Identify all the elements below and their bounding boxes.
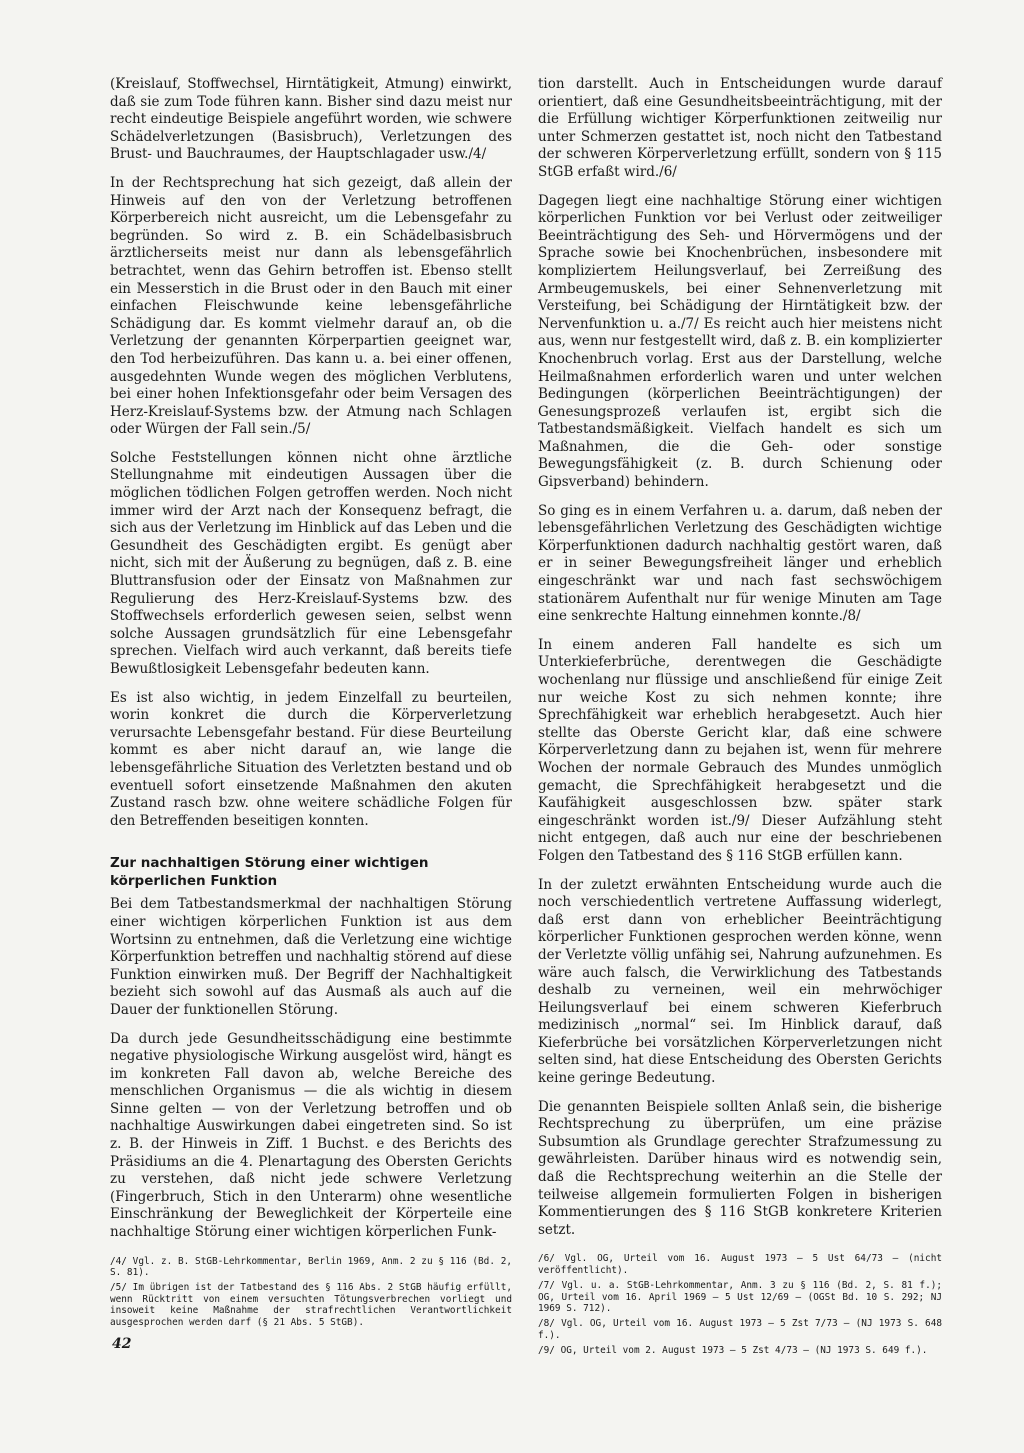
paragraph: In einem anderen Fall handelte es sich um Unterkieferbrüche, derentwegen die Geschädigte wochenlang nur flüssige und anschließend für einige Zeit nur weiche Kost zu sich nehmen konnte; ihre Sprechfähigkeit war erheblich herabgesetzt. Auch hier stellte das Oberste Gericht klar, daß eine schwere Körperverletzung dann zu bejahen ist, wenn für mehrere Wochen der normale Gebrauch des Mundes unmöglich gemacht, die Sprechfähigkeit herabgesetzt und die Kaufähigkeit ausgeschlossen bzw. später stark eingeschränkt worden ist./9/ Dieser Aufzählung steht nicht entgegen, daß auch nur eine der beschriebenen Folgen den Tatbestand des § 116 StGB erfüllen kann. <box>538 636 942 864</box>
section-heading: Zur nachhaltigen Störung einer wichtigen körperlichen Funktion <box>110 855 429 890</box>
footnote: /6/ Vgl. OG, Urteil vom 16. August 1973 – 5 Ust 64/73 – (nicht veröffentlicht). <box>538 1253 942 1276</box>
footnote: /5/ Im übrigen ist der Tatbestand des § 116 Abs. 2 StGB häufig erfüllt, wenn Rücktritt von einem versuchten Tötungsverbrechen vorliegt und insoweit keine Maßnahme der strafrechtlichen Verantwortlichkeit ausgesprochen werden darf (§ 21 Abs. 5 StGB). <box>110 1282 512 1328</box>
paragraph: In der Rechtsprechung hat sich gezeigt, daß allein der Hinweis auf den von der Verletzung betroffenen Körperbereich nicht ausreicht, um die Lebensgefahr zu begründen. So wird z. B. ein Schädelbasisbruch ärztlicherseits meist nur dann als lebensgefährlich betrachtet, wenn das Gehirn betroffen ist. Ebenso stellt ein Messerstich in die Brust oder in den Bauch mit einer einfachen Fleischwunde keine lebensgefährliche Schädigung dar. Es kommt vielmehr darauf an, ob die Verletzung der genannten Körperpartien geeignet war, den Tod herbeizuführen. Das kann u. a. bei einer offenen, ausgedehnten Wunde wegen des möglichen Verblutens, bei einer hohen Infektionsgefahr oder beim Versagen des Herz-Kreislauf-Systems bzw. der Atmung nach Schlagen oder Würgen der Fall sein./5/ <box>110 174 512 438</box>
paragraph: In der zuletzt erwähnten Entscheidung wurde auch die noch verschiedentlich vertretene Auffassung widerlegt, daß erst dann von erheblicher Beeinträchtigung körperlicher Funktionen gesprochen werden könne, wenn der Verletzte völlig unfähig sei, Nahrung aufzunehmen. Es wäre auch falsch, die Verwirklichung des Tatbestands deshalb zu verneinen, weil ein mehrwöchiger Heilungsverlauf bei einem schweren Kieferbruch medizinisch „normal“ sei. Im Hinblick darauf, daß Kieferbrüche bei vorsätzlichen Körperverletzungen nicht selten sind, hat diese Entscheidung des Obersten Gerichts keine geringe Bedeutung. <box>538 876 942 1087</box>
paragraph: Solche Feststellungen können nicht ohne ärztliche Stellungnahme mit eindeutigen Aussagen über die möglichen tödlichen Folgen getroffen werden. Noch nicht immer wird der Arzt nach der Konsequenz befragt, die sich aus der Verletzung im Hinblick auf das Leben und die Gesundheit des Geschädigten ergibt. Es genügt aber nicht, sich mit der Äußerung zu begnügen, daß z. B. eine Bluttransfusion oder der Einsatz von Maßnahmen zur Regulierung des Herz-Kreislauf-Systems bzw. des Stoffwechsels erforderlich gewesen seien, selbst wenn solche Aussagen grundsätzlich für eine Lebensgefahr sprechen. Vielfach wird auch verkannt, daß bereits tiefe Bewußtlosigkeit Lebensgefahr bedeuten kann. <box>110 449 512 677</box>
paragraph: Dagegen liegt eine nachhaltige Störung einer wichtigen körperlichen Funktion vor bei Verlust oder zeitweiliger Beeinträchtigung des Seh- und Hörvermögens und der Sprache sowie bei Knochenbrüchen, insbesondere mit kompliziertem Heilungsverlauf, bei Zerreißung des Armbeugemuskels, bei einer Sehnenverletzung mit Versteifung, bei Schädigung der Hirntätigkeit bzw. der Nervenfunktion u. a./7/ Es reicht auch hier meistens nicht aus, wenn nur festgestellt wird, daß z. B. ein komplizierter Knochenbruch vorlag. Erst aus der Darstellung, welche Heilmaßnahmen erforderlich waren und unter welchen Bedingungen (körperlichen Beeinträchtigungen) der Genesungsprozeß verlaufen ist, ergibt sich die Tatbestandsmäßigkeit. Vielfach handelt es sich um Maßnahmen, die die Geh- oder sonstige Bewegungsfähigkeit (z. B. durch Schienung oder Gipsverband) behindern. <box>538 192 942 491</box>
footnotes-left <box>110 1256 512 1328</box>
page-number: 42 <box>112 1336 132 1352</box>
paragraph: Da durch jede Gesundheitsschädigung eine bestimmte negative physiologische Wirkung ausgelöst wird, hängt es im konkreten Fall davon ab, welche Bereiche des menschlichen Organismus — die als wichtig in diesem Sinne gelten — von der Verletzung betroffen und ob nachhaltige Auswirkungen dabei eingetreten sind. So ist z. B. der Hinweis in Ziff. 1 Buchst. e des Berichts des Präsidiums an die 4. Plenartagung des Obersten Gerichts zu verstehen, daß nicht jede schwere Verletzung (Fingerbruch, Stich in den Unterarm) ohne wesentliche Einschränkung der Beweglichkeit der Körperteile eine nachhaltige Störung einer wichtigen körperlichen Funk- <box>110 1030 512 1241</box>
footnote: /7/ Vgl. u. a. StGB-Lehrkommentar, Anm. 3 zu § 116 (Bd. 2, S. 81 f.); OG, Urteil vom 16. April 1969 – 5 Ust 12/69 – (OGSt Bd. 10 S. 292; NJ 1969 S. 712). <box>538 1280 942 1315</box>
paragraph: So ging es in einem Verfahren u. a. darum, daß neben der lebensgefährlichen Verletzung des Geschädigten wichtige Körperfunktionen dadurch nachhaltig gestört waren, daß er in seiner Bewegungsfreiheit länger und erheblich eingeschränkt war und nach fast sechswöchigem stationärem Aufenthalt nur für wenige Minuten am Tage eine senkrechte Haltung einnehmen konnte./8/ <box>538 502 942 625</box>
right-column <box>538 76 942 1361</box>
paragraph: Es ist also wichtig, in jedem Einzelfall zu beurteilen, worin konkret die durch die Körperverletzung verursachte Lebensgefahr bestand. Für diese Beurteilung kommt es aber nicht darauf an, wie lange die lebensgefährliche Situation des Verletzten bestand und ob eventuell sofort einsetzende Maßnahmen den akuten Zustand rasch bzw. ohne weitere schädliche Folgen für den Betreffenden beseitigen konnten. <box>110 689 512 829</box>
paragraph: (Kreislauf, Stoffwechsel, Hirntätigkeit, Atmung) einwirkt, daß sie zum Tode führen kann. Bisher sind dazu meist nur recht eindeutige Beispiele angeführt worden, wie schwere Schädelverletzungen (Basisbruch), Verletzungen des Brust- und Bauchraumes, der Hauptschlagader usw./4/ <box>110 76 512 163</box>
footnote: /9/ OG, Urteil vom 2. August 1973 – 5 Zst 4/73 – (NJ 1973 S. 649 f.). <box>538 1345 928 1357</box>
paragraph: Die genannten Beispiele sollten Anlaß sein, die bisherige Rechtsprechung zu überprüfen, um eine präzise Subsumtion als Grundlage gerechter Strafzumessung zu gewährleisten. Darüber hinaus wird es notwendig sein, daß die Rechtsprechung weiterhin an die Stelle der teilweise allgemein formulierten Folgen in bisherigen Kommentierungen des § 116 StGB konkretere Kriterien setzt. <box>538 1098 942 1238</box>
footnote: /8/ Vgl. OG, Urteil vom 16. August 1973 – 5 Zst 7/73 – (NJ 1973 S. 648 f.). <box>538 1318 942 1341</box>
paragraph: tion darstellt. Auch in Entscheidungen wurde darauf orientiert, daß eine Gesundheitsbeeinträchtigung, mit der die Erfüllung wichtiger Körperfunktionen zeitweilig nur unter Schmerzen gestattet ist, noch nicht den Tatbestand der schweren Körperverletzung erfüllt, sondern von § 115 StGB erfaßt wird./6/ <box>538 76 942 180</box>
footnotes-right <box>538 1253 942 1356</box>
paragraph: Bei dem Tatbestandsmerkmal der nachhaltigen Störung einer wichtigen körperlichen Funktion ist aus dem Wortsinn zu entnehmen, daß die Verletzung eine wichtige Körperfunktion betreffen und nachhaltig störend auf diese Funktion einwirken muß. Der Begriff der Nachhaltigkeit bezieht sich sowohl auf das Ausmaß als auch auf die Dauer der funktionellen Störung. <box>110 896 512 1018</box>
left-column <box>110 76 512 1332</box>
footnote: /4/ Vgl. z. B. StGB-Lehrkommentar, Berlin 1969, Anm. 2 zu § 116 (Bd. 2, S. 81). <box>110 1255 512 1279</box>
